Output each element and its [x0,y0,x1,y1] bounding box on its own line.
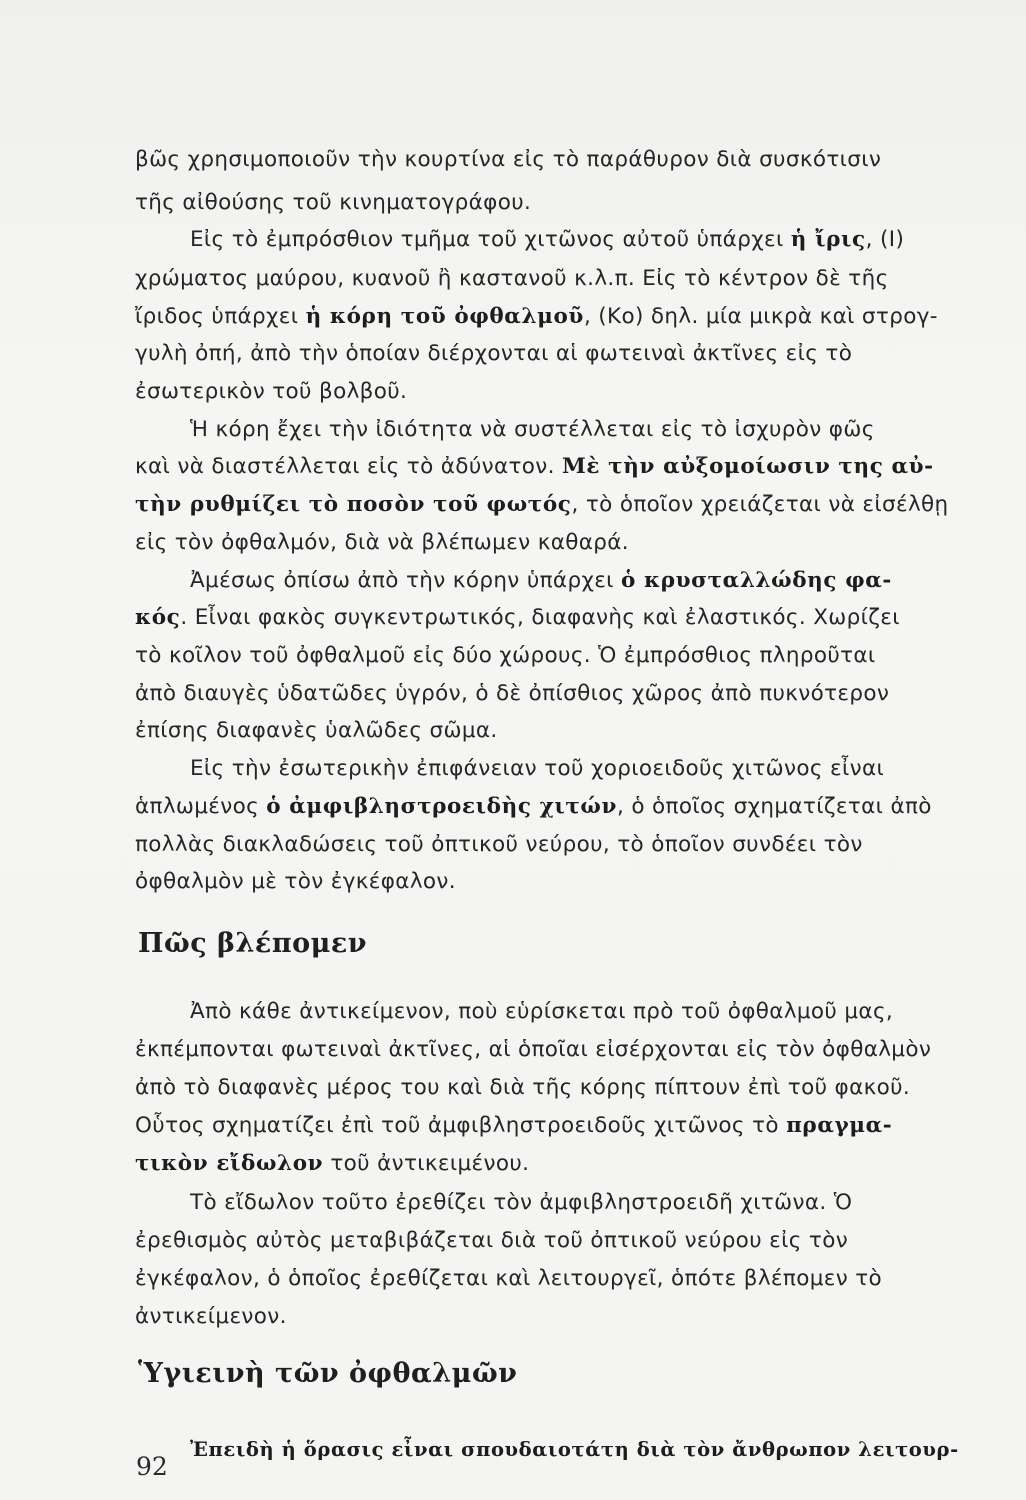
section-heading-eye-hygiene: Ὑγιεινὴ τῶν ὀφθαλμῶν [138,1358,518,1389]
text-line: Τὸ εἴδωλον τοῦτο ἐρεθίζει τὸν ἀμφιβληστροειδῆ χιτῶνα. Ὁ [190,1190,853,1215]
text-line: ἀντικείμενον. [135,1304,287,1329]
text-line: ἐσωτερικὸν τοῦ βολβοῦ. [135,379,408,404]
text-line: ἐρεθισμὸς αὐτὸς μεταβιβάζεται διὰ τοῦ ὀπτικοῦ νεύρου εἰς τὸν [135,1228,849,1253]
bold-term-retina: ὁ ἀμφιβληστροειδὴς χιτών [266,794,617,819]
text-line: ἴριδος ὑπάρχει ἡ κόρη τοῦ ὀφθαλμοῦ, (Κο) δηλ. μία μικρὰ καὶ στρογ- [135,304,938,329]
text-line: πολλὰς διακλαδώσεις τοῦ ὀπτικοῦ νεύρου, τὸ ὁποῖον συνδέει τὸν [135,832,863,857]
bold-term-iris: ἡ ἴρις [790,227,866,252]
bold-term-real-image: πραγμα- [786,1113,893,1138]
text-line: καὶ νὰ διαστέλλεται εἰς τὸ ἀδύνατον. Μὲ τὴν αὐξομοίωσιν της αὐ- [135,454,934,479]
text-line: τὸ κοῖλον τοῦ ὀφθαλμοῦ εἰς δύο χώρους. Ὁ ἐμπρόσθιος πληροῦται [135,643,876,668]
bold-phrase-regulation: Μὲ τὴν αὐξομοίωσιν της αὐ- [562,454,934,479]
text-line: Εἰς τὴν ἐσωτερικὴν ἐπιφάνειαν τοῦ χοριοειδοῦς χιτῶνος εἶναι [190,756,885,781]
text-line: Ἡ κόρη ἔχει τὴν ἰδιότητα νὰ συστέλλεται εἰς τὸ ἰσχυρὸν φῶς [190,417,875,442]
text-line: χρώματος μαύρου, κυανοῦ ἢ καστανοῦ κ.λ.π. Εἰς τὸ κέντρον δὲ τῆς [135,266,889,291]
section-heading-how-we-see: Πῶς βλέπομεν [138,928,368,959]
bold-term-lens: ὁ κρυσταλλώδης φα- [621,568,892,593]
text-line: τῆς αἰθούσης τοῦ κινηματογράφου. [135,190,532,215]
text-line: γυλὴ ὀπή, ἀπὸ τὴν ὁποίαν διέρχονται αἱ φωτειναὶ ἀκτῖνες εἰς τὸ [135,341,853,366]
text-line: κός. Εἶναι φακὸς συγκεντρωτικός, διαφανὴς καὶ ἐλαστικός. Χωρίζει [135,605,900,630]
text-line: τὴν ρυθμίζει τὸ ποσὸν τοῦ φωτός, τὸ ὁποῖον χρειάζεται νὰ εἰσέλθῃ [135,492,949,517]
text-line: εἰς τὸν ὀφθαλμόν, διὰ νὰ βλέπωμεν καθαρά. [135,530,629,555]
text-line: βῶς χρησιμοποιοῦν τὴν κουρτίνα εἰς τὸ παράθυρον διὰ συσκότισιν [135,147,882,172]
text-line-bold: Ἐπειδὴ ἡ ὅρασις εἶναι σπουδαιοτάτη διὰ τὸν ἄνθρωπον λειτουρ- [190,1438,959,1461]
text-line: ἐκπέμπονται φωτειναὶ ἀκτῖνες, αἱ ὁποῖαι εἰσέρχονται εἰς τὸν ὀφθαλμὸν [135,1037,932,1062]
text-line: ἁπλωμένος ὁ ἀμφιβληστροειδὴς χιτών, ὁ ὁποῖος σχηματίζεται ἀπὸ [135,794,932,819]
text-line: ἐγκέφαλον, ὁ ὁποῖος ἐρεθίζεται καὶ λειτουργεῖ, ὁπότε βλέπομεν τὸ [135,1266,883,1291]
text-line: ἀπὸ τὸ διαφανὲς μέρος του καὶ διὰ τῆς κόρης πίπτουν ἐπὶ τοῦ φακοῦ. [135,1075,911,1100]
text-line: ἐπίσης διαφανὲς ὑαλῶδες σῶμα. [135,718,498,743]
text-line: ἀπὸ διαυγὲς ὑδατῶδες ὑγρόν, ὁ δὲ ὀπίσθιος χῶρος ἀπὸ πυκνότερον [135,681,890,706]
text-line: Οὗτος σχηματίζει ἐπὶ τοῦ ἀμφιβληστροειδοῦς χιτῶνος τὸ πραγμα- [135,1113,893,1138]
text-line: ὀφθαλμὸν μὲ τὸν ἐγκέφαλον. [135,869,456,894]
text-line: Ἀμέσως ὀπίσω ἀπὸ τὴν κόρην ὑπάρχει ὁ κρυσταλλώδης φα- [190,568,892,593]
text-line: Εἰς τὸ ἐμπρόσθιον τμῆμα τοῦ χιτῶνος αὐτοῦ ὑπάρχει ἡ ἴρις, (Ι) [190,227,905,252]
bold-term-lens-cont: κός [135,605,181,630]
text-line: Ἀπὸ κάθε ἀντικείμενον, ποὺ εὑρίσκεται πρὸ τοῦ ὀφθαλμοῦ μας, [190,999,894,1024]
page-number: 92 [136,1452,168,1481]
text-line: τικὸν εἴδωλον τοῦ ἀντικειμένου. [135,1151,530,1176]
bold-term-pupil: ἡ κόρη τοῦ ὀφθαλμοῦ [305,304,584,329]
bold-term-real-image-cont: τικὸν εἴδωλον [135,1151,324,1176]
bold-phrase-regulation-cont: τὴν ρυθμίζει τὸ ποσὸν τοῦ φωτός [135,492,572,517]
